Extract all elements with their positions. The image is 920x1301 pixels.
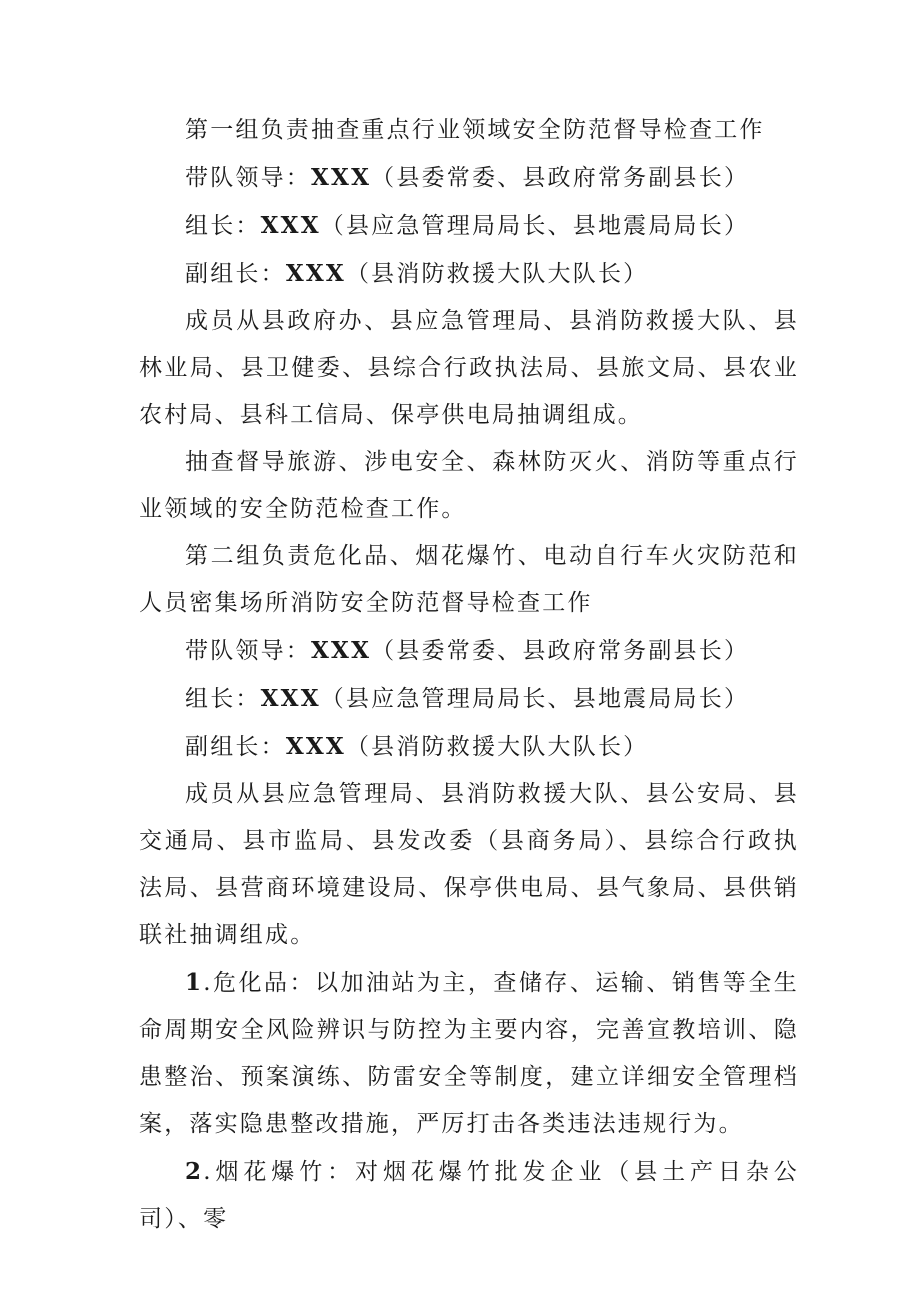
group-one-heading (139, 107, 799, 154)
item-hazardous-chemicals (139, 959, 799, 1148)
leader-label: 组长： (185, 686, 261, 712)
group-two-heading (139, 533, 799, 627)
group-two-heading-text: 第二组负责危化品、烟花爆竹、电动自行车火灾防范和人员密集场所消防安全防范督导检查工作 (139, 543, 799, 616)
group-one-members-text: 成员从县政府办、县应急管理局、县消防救援大队、县林业局、县卫健委、县综合行政执法局、县旅文局、县农业农村局、县科工信局、保亭供电局抽调组成。 (139, 308, 799, 428)
leader-name: XXX (260, 212, 321, 239)
group-two-leader (139, 675, 799, 723)
team-leader-title: （县委常委、县政府常务副县长） (371, 638, 750, 664)
group-one-deputy-leader (139, 250, 799, 298)
leader-label: 组长： (185, 213, 261, 239)
group-one-duties-text: 抽查督导旅游、涉电安全、森林防灭火、消防等重点行业领域的安全防范检查工作。 (139, 449, 799, 522)
team-leader-label: 带队领导： (185, 638, 311, 664)
deputy-leader-title: （县消防救援大队大队长） (345, 734, 649, 760)
team-leader-title: （县委常委、县政府常务副县长） (371, 165, 750, 191)
group-one-team-leader (139, 154, 799, 202)
deputy-leader-label: 副组长： (185, 261, 286, 287)
item-fireworks (139, 1148, 799, 1243)
group-two-deputy-leader (139, 723, 799, 771)
group-one-duties (139, 439, 799, 533)
item-number: 1 (185, 969, 204, 996)
group-two-members-text: 成员从县应急管理局、县消防救援大队、县公安局、县交通局、县市监局、县发改委（县商务局）、县综合行政执法局、县营商环境建设局、保亭供电局、县气象局、县供销联社抽调组成。 (139, 781, 799, 948)
deputy-leader-label: 副组长： (185, 734, 286, 760)
leader-title: （县应急管理局局长、县地震局局长） (320, 686, 750, 712)
team-leader-name: XXX (311, 637, 372, 664)
item-text: .烟花爆竹：对烟花爆竹批发企业（县土产日杂公司）、零 (139, 1159, 799, 1232)
leader-title: （县应急管理局局长、县地震局局长） (320, 213, 750, 239)
deputy-leader-name: XXX (285, 733, 346, 760)
deputy-leader-name: XXX (285, 260, 346, 287)
group-one-members (139, 298, 799, 439)
leader-name: XXX (260, 685, 321, 712)
item-number: 2 (185, 1158, 204, 1185)
deputy-leader-title: （县消防救援大队大队长） (345, 261, 649, 287)
item-text: .危化品：以加油站为主，查储存、运输、销售等全生命周期安全风险辨识与防控为主要内容，完善宣教培训、隐患整治、预案演练、防雷安全等制度，建立详细安全管理档案，落实隐患整改措施，严厉打击各类违法违规行为。 (139, 970, 799, 1137)
group-two-team-leader (139, 627, 799, 675)
document-body (139, 107, 799, 1243)
group-one-leader (139, 202, 799, 250)
group-one-heading-text: 第一组负责抽查重点行业领域安全防范督导检查工作 (185, 117, 765, 143)
team-leader-label: 带队领导： (185, 165, 311, 191)
group-two-members (139, 771, 799, 959)
team-leader-name: XXX (311, 164, 372, 191)
